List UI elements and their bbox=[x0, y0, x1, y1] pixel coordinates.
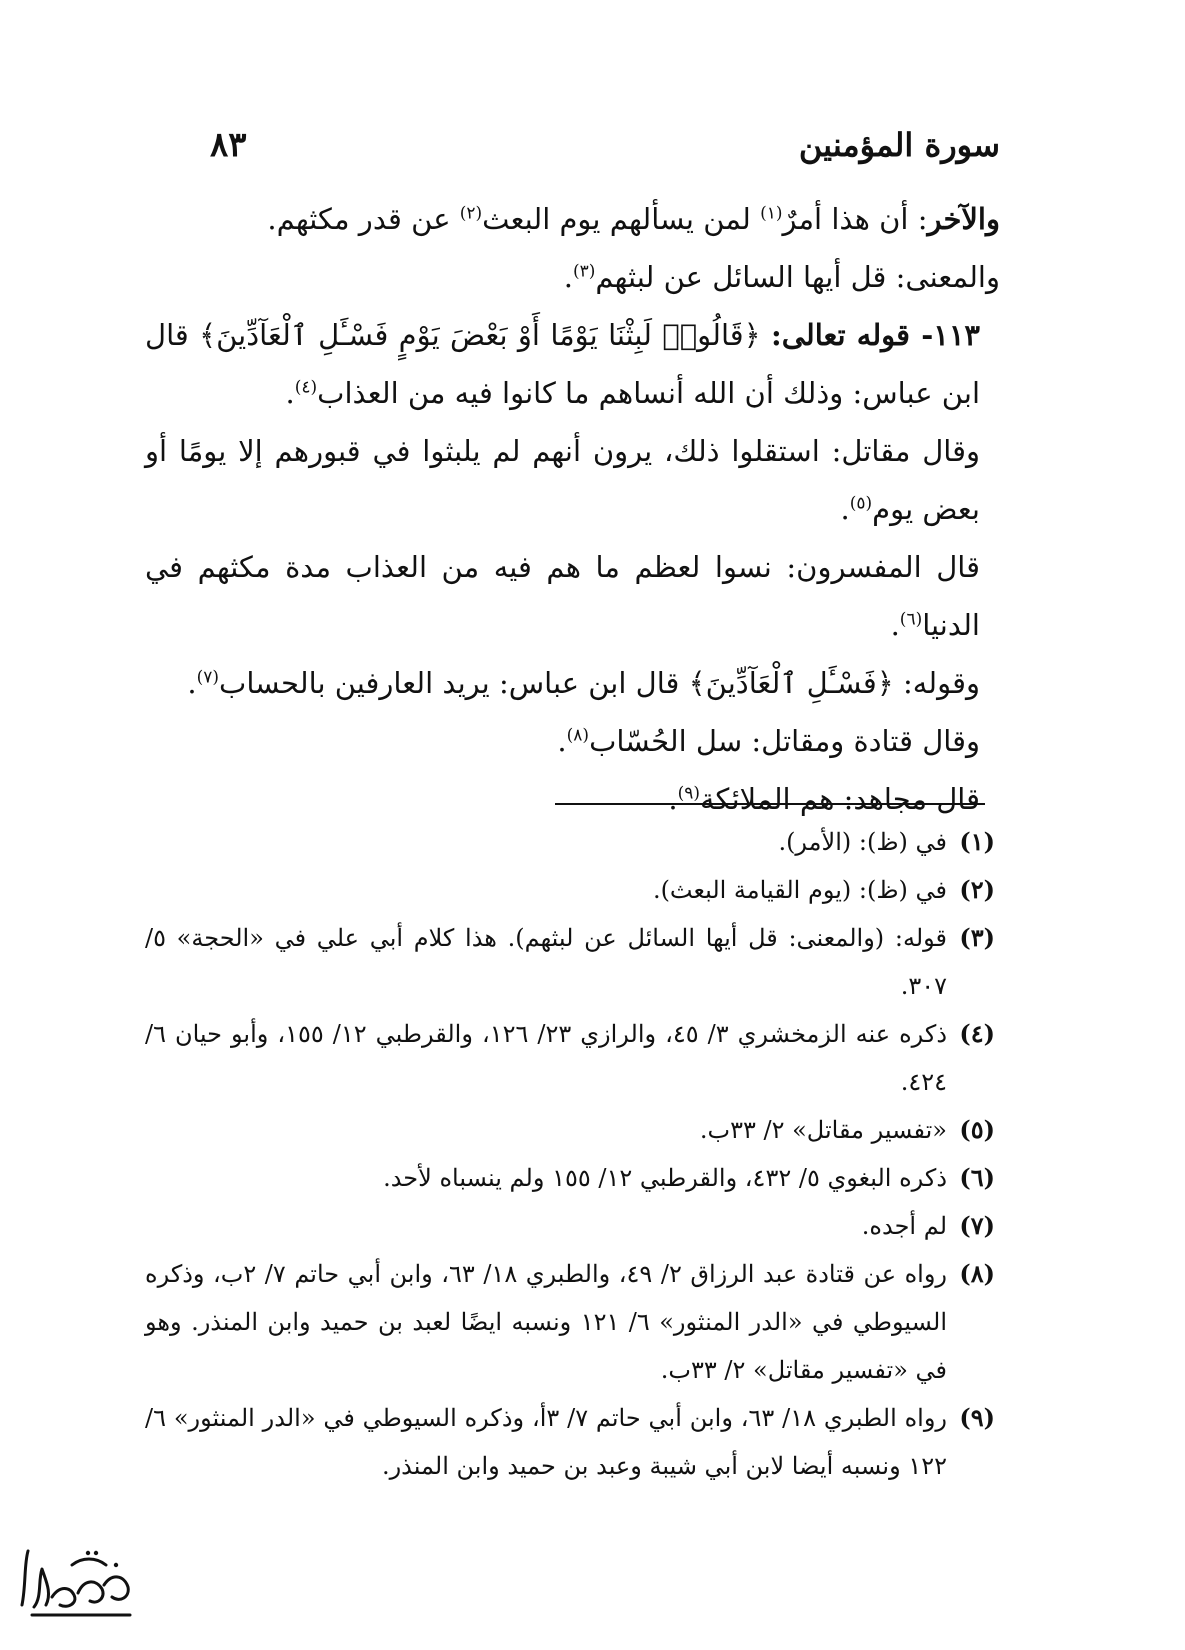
footnote-text: رواه عن قتادة عبد الرزاق ٢/ ٤٩، والطبري ١٨/ ٦٣، وابن أبي حاتم ٧/ ٢ب، وذكره السيوطي في «الدر المنثور» ٦/ ١٢١ ونسبه ايضًا لعبد بن حميد وابن المنذر. وهو في «تفسير مقاتل» ٢/ ٣٣ب. bbox=[145, 1260, 948, 1384]
paragraph-5-text-b: . bbox=[890, 608, 900, 642]
footnote-text: لم أجده. bbox=[861, 1212, 947, 1240]
paragraph-6-text-c: . bbox=[187, 666, 197, 700]
footnote-item bbox=[145, 1202, 995, 1250]
paragraph-6 bbox=[145, 654, 1000, 712]
paragraph-7-text-b: . bbox=[557, 724, 567, 758]
paragraph-3 bbox=[145, 306, 1000, 422]
footnote-item bbox=[145, 818, 995, 866]
footnote-number: (٤) bbox=[959, 1019, 995, 1048]
footnote-ref-2[interactable]: (٢) bbox=[459, 203, 483, 224]
footnote-number: (٣) bbox=[959, 923, 995, 952]
paragraph-1-text-a: : أن هذا أمرٌ bbox=[782, 202, 928, 236]
footnote-ref-4[interactable]: (٤) bbox=[294, 377, 318, 398]
footnote-ref-6[interactable]: (٦) bbox=[899, 609, 923, 630]
footnote-text: رواه الطبري ١٨/ ٦٣، وابن أبي حاتم ٧/ ٣أ، وذكره السيوطي في «الدر المنثور» ٦/ ١٢٢ ونسبه أيضا لابن أبي شيبة وعبد بن حميد وابن المنذر. bbox=[145, 1404, 948, 1480]
footnote-number: (٩) bbox=[959, 1403, 995, 1432]
paragraph-1-text-c: عن قدر مكثهم. bbox=[267, 202, 460, 236]
main-text bbox=[145, 190, 1000, 828]
paragraph-4-text-b: . bbox=[840, 492, 850, 526]
footnote-text: قوله: (والمعنى: قل أيها السائل عن لبثهم). هذا كلام أبي علي في «الحجة» ٥/ ٣٠٧. bbox=[145, 924, 947, 1000]
paragraph-2-text-a: والمعنى: قل أيها السائل عن لبثهم bbox=[595, 260, 1000, 294]
footnote-item bbox=[145, 1394, 995, 1490]
quran-verse: ﴿قَالُوا۟ لَبِثْنَا يَوْمًا أَوْ بَعْضَ يَوْمٍ فَسْـَٔلِ ٱلْعَآدِّينَ﴾ bbox=[199, 318, 761, 352]
paragraph-5-text-a: قال المفسرون: نسوا لعظم ما هم فيه من العذاب مدة مكثهم في الدنيا bbox=[145, 550, 980, 642]
paragraph-5 bbox=[145, 538, 1000, 654]
footnote-text: «تفسير مقاتل» ٢/ ٣٣ب. bbox=[699, 1116, 947, 1144]
page-header bbox=[210, 120, 1000, 170]
paragraph-4 bbox=[145, 422, 1000, 538]
footnote-item bbox=[145, 1154, 995, 1202]
paragraph-3-text-b: قال ابن عباس: وذلك أن الله أنساهم ما كانوا فيه من العذاب bbox=[145, 318, 980, 410]
footnote-number: (١) bbox=[959, 827, 995, 856]
paragraph-8-text-b: . bbox=[668, 782, 678, 816]
page-number: ٨٣ bbox=[210, 125, 247, 165]
paragraph-7-text-a: وقال قتادة ومقاتل: سل الحُسّاب bbox=[589, 724, 980, 758]
footnote-text: ذكره عنه الزمخشري ٣/ ٤٥، والرازي ٢٣/ ١٢٦، والقرطبي ١٢/ ١٥٥، وأبو حيان ٦/ ٤٢٤. bbox=[145, 1020, 948, 1096]
footnote-number: (٦) bbox=[959, 1163, 995, 1192]
footnote-item bbox=[145, 1010, 995, 1106]
footnote-number: (٥) bbox=[959, 1115, 995, 1144]
footnote-number: (٧) bbox=[959, 1211, 995, 1240]
paragraph-1 bbox=[145, 190, 1000, 248]
footnote-item bbox=[145, 866, 995, 914]
footnote-ref-1[interactable]: (١) bbox=[760, 203, 783, 224]
footnote-item bbox=[145, 914, 995, 1010]
calligraphy-logo-icon bbox=[12, 1535, 140, 1623]
paragraph-8-text-a: قال مجاهد: هم الملائكة bbox=[700, 782, 980, 816]
footnote-number: (٨) bbox=[959, 1259, 995, 1288]
verse-number-lead: ١١٣- قوله تعالى: bbox=[770, 318, 981, 352]
paragraph-1-text-b: لمن يسألهم يوم البعث bbox=[482, 202, 761, 236]
footnote-text: في (ظ): (الأمر). bbox=[778, 828, 947, 856]
footnote-item bbox=[145, 1106, 995, 1154]
paragraph-2 bbox=[145, 248, 1000, 306]
footnote-ref-9[interactable]: (٩) bbox=[677, 783, 700, 804]
footnote-number: (٢) bbox=[959, 875, 995, 904]
footnote-ref-8[interactable]: (٨) bbox=[566, 725, 590, 746]
footnote-divider bbox=[555, 803, 985, 805]
paragraph-7 bbox=[145, 712, 1000, 770]
paragraph-4-text-a: وقال مقاتل: استقلوا ذلك، يرون أنهم لم يلبثوا في قبورهم إلا يومًا أو بعض يوم bbox=[145, 434, 980, 526]
footnotes bbox=[145, 818, 995, 1490]
surah-title: سورة المؤمنين bbox=[798, 126, 1000, 164]
footnote-ref-5[interactable]: (٥) bbox=[849, 493, 873, 514]
footnote-text: في (ظ): (يوم القيامة البعث). bbox=[652, 876, 947, 904]
quran-phrase: ﴿فَسْـَٔلِ ٱلْعَآدِّينَ﴾ bbox=[688, 666, 894, 700]
paragraph-3-text-c: . bbox=[285, 376, 295, 410]
footnote-item bbox=[145, 1250, 995, 1394]
paragraph-2-text-b: . bbox=[563, 260, 573, 294]
footnote-ref-3[interactable]: (٣) bbox=[572, 261, 596, 282]
paragraph-6-text-a: وقوله: bbox=[902, 666, 980, 700]
footnote-ref-7[interactable]: (٧) bbox=[196, 667, 220, 688]
paragraph-1-lead: والآخر bbox=[927, 202, 1000, 236]
paragraph-6-text-b: قال ابن عباس: يريد العارفين بالحساب bbox=[219, 666, 689, 700]
footnote-text: ذكره البغوي ٥/ ٤٣٢، والقرطبي ١٢/ ١٥٥ ولم ينسباه لأحد. bbox=[383, 1164, 947, 1192]
